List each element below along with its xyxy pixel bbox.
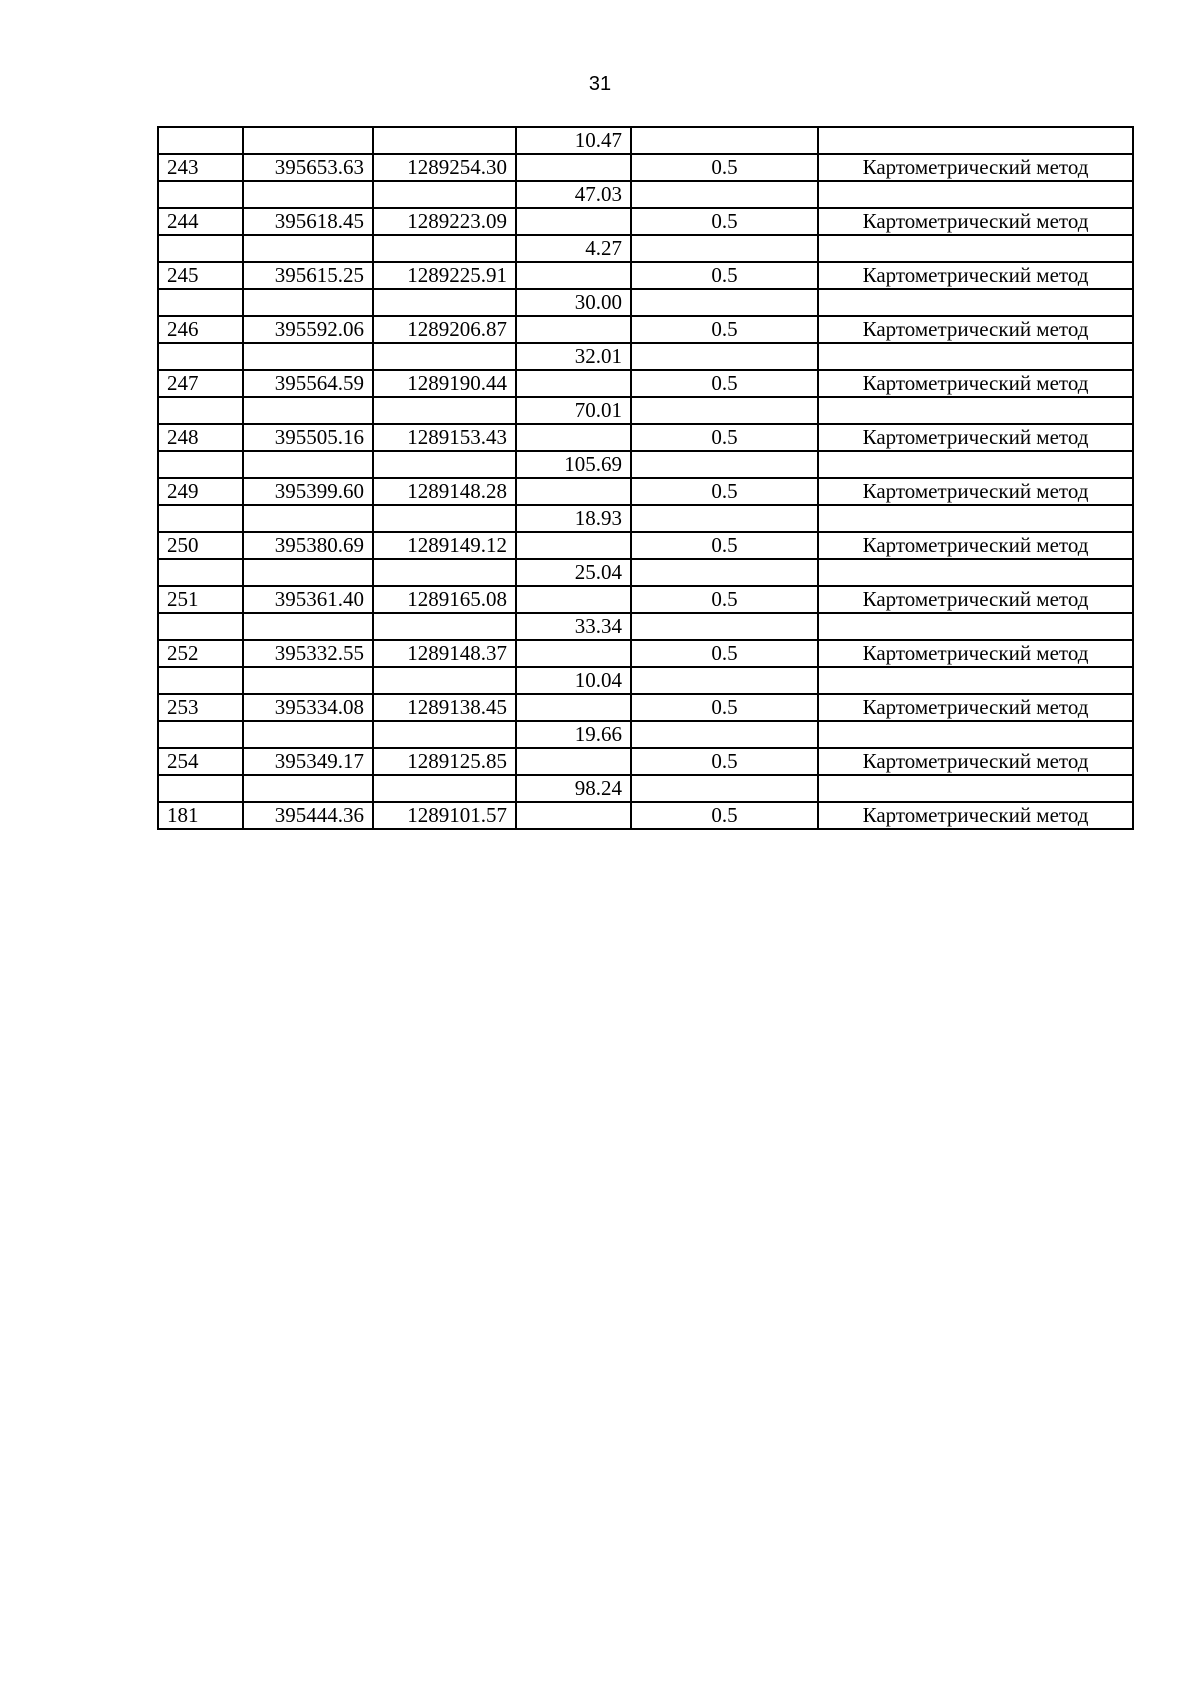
point-number-cell: [158, 343, 243, 370]
table-row: [158, 667, 1133, 694]
method-cell: [818, 775, 1133, 802]
x-coordinate-cell: 395615.25: [243, 262, 373, 289]
y-coordinate-cell: [373, 559, 516, 586]
point-number-cell: [158, 127, 243, 154]
point-number-cell: [158, 667, 243, 694]
point-number-cell: [158, 397, 243, 424]
point-number-cell: 252: [158, 640, 243, 667]
x-coordinate-cell: [243, 775, 373, 802]
y-coordinate-cell: [373, 181, 516, 208]
accuracy-cell: 0.5: [631, 802, 818, 829]
y-coordinate-cell: [373, 127, 516, 154]
x-coordinate-cell: 395332.55: [243, 640, 373, 667]
table-row: [158, 316, 1133, 343]
x-coordinate-cell: 395349.17: [243, 748, 373, 775]
method-cell: [818, 613, 1133, 640]
x-coordinate-cell: 395380.69: [243, 532, 373, 559]
point-number-cell: [158, 559, 243, 586]
accuracy-cell: [631, 721, 818, 748]
point-number-cell: [158, 235, 243, 262]
point-number-cell: 245: [158, 262, 243, 289]
distance-cell: [516, 154, 631, 181]
table-row: [158, 748, 1133, 775]
distance-cell: 10.47: [516, 127, 631, 154]
distance-cell: 18.93: [516, 505, 631, 532]
distance-cell: [516, 262, 631, 289]
accuracy-cell: [631, 343, 818, 370]
table-row: [158, 343, 1133, 370]
x-coordinate-cell: [243, 559, 373, 586]
coordinates-table: [157, 126, 1134, 830]
accuracy-cell: 0.5: [631, 694, 818, 721]
x-coordinate-cell: 395564.59: [243, 370, 373, 397]
distance-cell: 33.34: [516, 613, 631, 640]
distance-cell: 4.27: [516, 235, 631, 262]
accuracy-cell: [631, 613, 818, 640]
x-coordinate-cell: [243, 451, 373, 478]
table-row: [158, 478, 1133, 505]
y-coordinate-cell: 1289254.30: [373, 154, 516, 181]
x-coordinate-cell: [243, 505, 373, 532]
y-coordinate-cell: [373, 451, 516, 478]
accuracy-cell: 0.5: [631, 478, 818, 505]
method-cell: [818, 181, 1133, 208]
distance-cell: [516, 532, 631, 559]
point-number-cell: [158, 613, 243, 640]
accuracy-cell: 0.5: [631, 370, 818, 397]
method-cell: [818, 343, 1133, 370]
accuracy-cell: [631, 127, 818, 154]
y-coordinate-cell: 1289225.91: [373, 262, 516, 289]
accuracy-cell: [631, 667, 818, 694]
y-coordinate-cell: 1289101.57: [373, 802, 516, 829]
y-coordinate-cell: 1289149.12: [373, 532, 516, 559]
table-row: [158, 127, 1133, 154]
table-row: [158, 532, 1133, 559]
x-coordinate-cell: [243, 181, 373, 208]
y-coordinate-cell: 1289138.45: [373, 694, 516, 721]
method-cell: Картометрический метод: [818, 748, 1133, 775]
point-number-cell: 181: [158, 802, 243, 829]
point-number-cell: 250: [158, 532, 243, 559]
y-coordinate-cell: [373, 235, 516, 262]
method-cell: [818, 235, 1133, 262]
accuracy-cell: 0.5: [631, 316, 818, 343]
point-number-cell: 253: [158, 694, 243, 721]
distance-cell: 25.04: [516, 559, 631, 586]
distance-cell: 70.01: [516, 397, 631, 424]
y-coordinate-cell: [373, 613, 516, 640]
x-coordinate-cell: [243, 127, 373, 154]
accuracy-cell: [631, 451, 818, 478]
accuracy-cell: [631, 397, 818, 424]
method-cell: Картометрический метод: [818, 424, 1133, 451]
point-number-cell: 247: [158, 370, 243, 397]
table-row: [158, 397, 1133, 424]
table-row: [158, 694, 1133, 721]
y-coordinate-cell: 1289190.44: [373, 370, 516, 397]
point-number-cell: [158, 505, 243, 532]
x-coordinate-cell: 395618.45: [243, 208, 373, 235]
y-coordinate-cell: [373, 289, 516, 316]
y-coordinate-cell: [373, 775, 516, 802]
distance-cell: 105.69: [516, 451, 631, 478]
accuracy-cell: [631, 559, 818, 586]
point-number-cell: [158, 775, 243, 802]
y-coordinate-cell: 1289206.87: [373, 316, 516, 343]
point-number-cell: 248: [158, 424, 243, 451]
x-coordinate-cell: [243, 235, 373, 262]
method-cell: Картометрический метод: [818, 478, 1133, 505]
method-cell: [818, 397, 1133, 424]
method-cell: [818, 505, 1133, 532]
y-coordinate-cell: [373, 343, 516, 370]
point-number-cell: [158, 289, 243, 316]
method-cell: Картометрический метод: [818, 694, 1133, 721]
table-row: [158, 775, 1133, 802]
distance-cell: 19.66: [516, 721, 631, 748]
table-row: [158, 802, 1133, 829]
y-coordinate-cell: [373, 721, 516, 748]
accuracy-cell: [631, 289, 818, 316]
accuracy-cell: [631, 775, 818, 802]
x-coordinate-cell: [243, 667, 373, 694]
accuracy-cell: [631, 235, 818, 262]
method-cell: [818, 289, 1133, 316]
table-row: [158, 613, 1133, 640]
distance-cell: [516, 316, 631, 343]
page-number: 31: [588, 73, 612, 95]
accuracy-cell: 0.5: [631, 748, 818, 775]
x-coordinate-cell: 395653.63: [243, 154, 373, 181]
x-coordinate-cell: [243, 397, 373, 424]
y-coordinate-cell: [373, 397, 516, 424]
method-cell: [818, 451, 1133, 478]
distance-cell: [516, 640, 631, 667]
accuracy-cell: [631, 181, 818, 208]
distance-cell: [516, 694, 631, 721]
table-row: [158, 424, 1133, 451]
accuracy-cell: [631, 505, 818, 532]
x-coordinate-cell: 395361.40: [243, 586, 373, 613]
accuracy-cell: 0.5: [631, 208, 818, 235]
point-number-cell: 251: [158, 586, 243, 613]
method-cell: [818, 667, 1133, 694]
table-row: [158, 181, 1133, 208]
accuracy-cell: 0.5: [631, 424, 818, 451]
table-row: [158, 235, 1133, 262]
point-number-cell: [158, 181, 243, 208]
x-coordinate-cell: [243, 343, 373, 370]
accuracy-cell: 0.5: [631, 154, 818, 181]
table-row: [158, 640, 1133, 667]
method-cell: [818, 721, 1133, 748]
table-row: [158, 208, 1133, 235]
x-coordinate-cell: [243, 613, 373, 640]
point-number-cell: 243: [158, 154, 243, 181]
method-cell: Картометрический метод: [818, 154, 1133, 181]
method-cell: Картометрический метод: [818, 316, 1133, 343]
point-number-cell: 249: [158, 478, 243, 505]
x-coordinate-cell: [243, 289, 373, 316]
table-row: [158, 586, 1133, 613]
table-row: [158, 370, 1133, 397]
table-row: [158, 154, 1133, 181]
method-cell: Картометрический метод: [818, 802, 1133, 829]
method-cell: Картометрический метод: [818, 370, 1133, 397]
method-cell: Картометрический метод: [818, 532, 1133, 559]
distance-cell: [516, 586, 631, 613]
y-coordinate-cell: 1289148.28: [373, 478, 516, 505]
table-row: [158, 262, 1133, 289]
table-row: [158, 505, 1133, 532]
accuracy-cell: 0.5: [631, 532, 818, 559]
y-coordinate-cell: 1289148.37: [373, 640, 516, 667]
distance-cell: [516, 802, 631, 829]
x-coordinate-cell: [243, 721, 373, 748]
distance-cell: 30.00: [516, 289, 631, 316]
distance-cell: [516, 478, 631, 505]
accuracy-cell: 0.5: [631, 586, 818, 613]
distance-cell: 32.01: [516, 343, 631, 370]
y-coordinate-cell: [373, 505, 516, 532]
x-coordinate-cell: 395334.08: [243, 694, 373, 721]
point-number-cell: 246: [158, 316, 243, 343]
x-coordinate-cell: 395444.36: [243, 802, 373, 829]
distance-cell: 47.03: [516, 181, 631, 208]
x-coordinate-cell: 395592.06: [243, 316, 373, 343]
method-cell: Картометрический метод: [818, 586, 1133, 613]
method-cell: Картометрический метод: [818, 640, 1133, 667]
y-coordinate-cell: 1289125.85: [373, 748, 516, 775]
point-number-cell: [158, 721, 243, 748]
distance-cell: 10.04: [516, 667, 631, 694]
distance-cell: 98.24: [516, 775, 631, 802]
table-row: [158, 289, 1133, 316]
distance-cell: [516, 370, 631, 397]
y-coordinate-cell: 1289153.43: [373, 424, 516, 451]
table-row: [158, 721, 1133, 748]
point-number-cell: [158, 451, 243, 478]
x-coordinate-cell: 395399.60: [243, 478, 373, 505]
distance-cell: [516, 208, 631, 235]
table-row: [158, 451, 1133, 478]
method-cell: Картометрический метод: [818, 262, 1133, 289]
method-cell: [818, 559, 1133, 586]
x-coordinate-cell: 395505.16: [243, 424, 373, 451]
y-coordinate-cell: 1289165.08: [373, 586, 516, 613]
table-row: [158, 559, 1133, 586]
accuracy-cell: 0.5: [631, 640, 818, 667]
coordinates-table-body: [158, 127, 1133, 829]
method-cell: Картометрический метод: [818, 208, 1133, 235]
method-cell: [818, 127, 1133, 154]
point-number-cell: 244: [158, 208, 243, 235]
y-coordinate-cell: [373, 667, 516, 694]
point-number-cell: 254: [158, 748, 243, 775]
y-coordinate-cell: 1289223.09: [373, 208, 516, 235]
distance-cell: [516, 748, 631, 775]
distance-cell: [516, 424, 631, 451]
accuracy-cell: 0.5: [631, 262, 818, 289]
